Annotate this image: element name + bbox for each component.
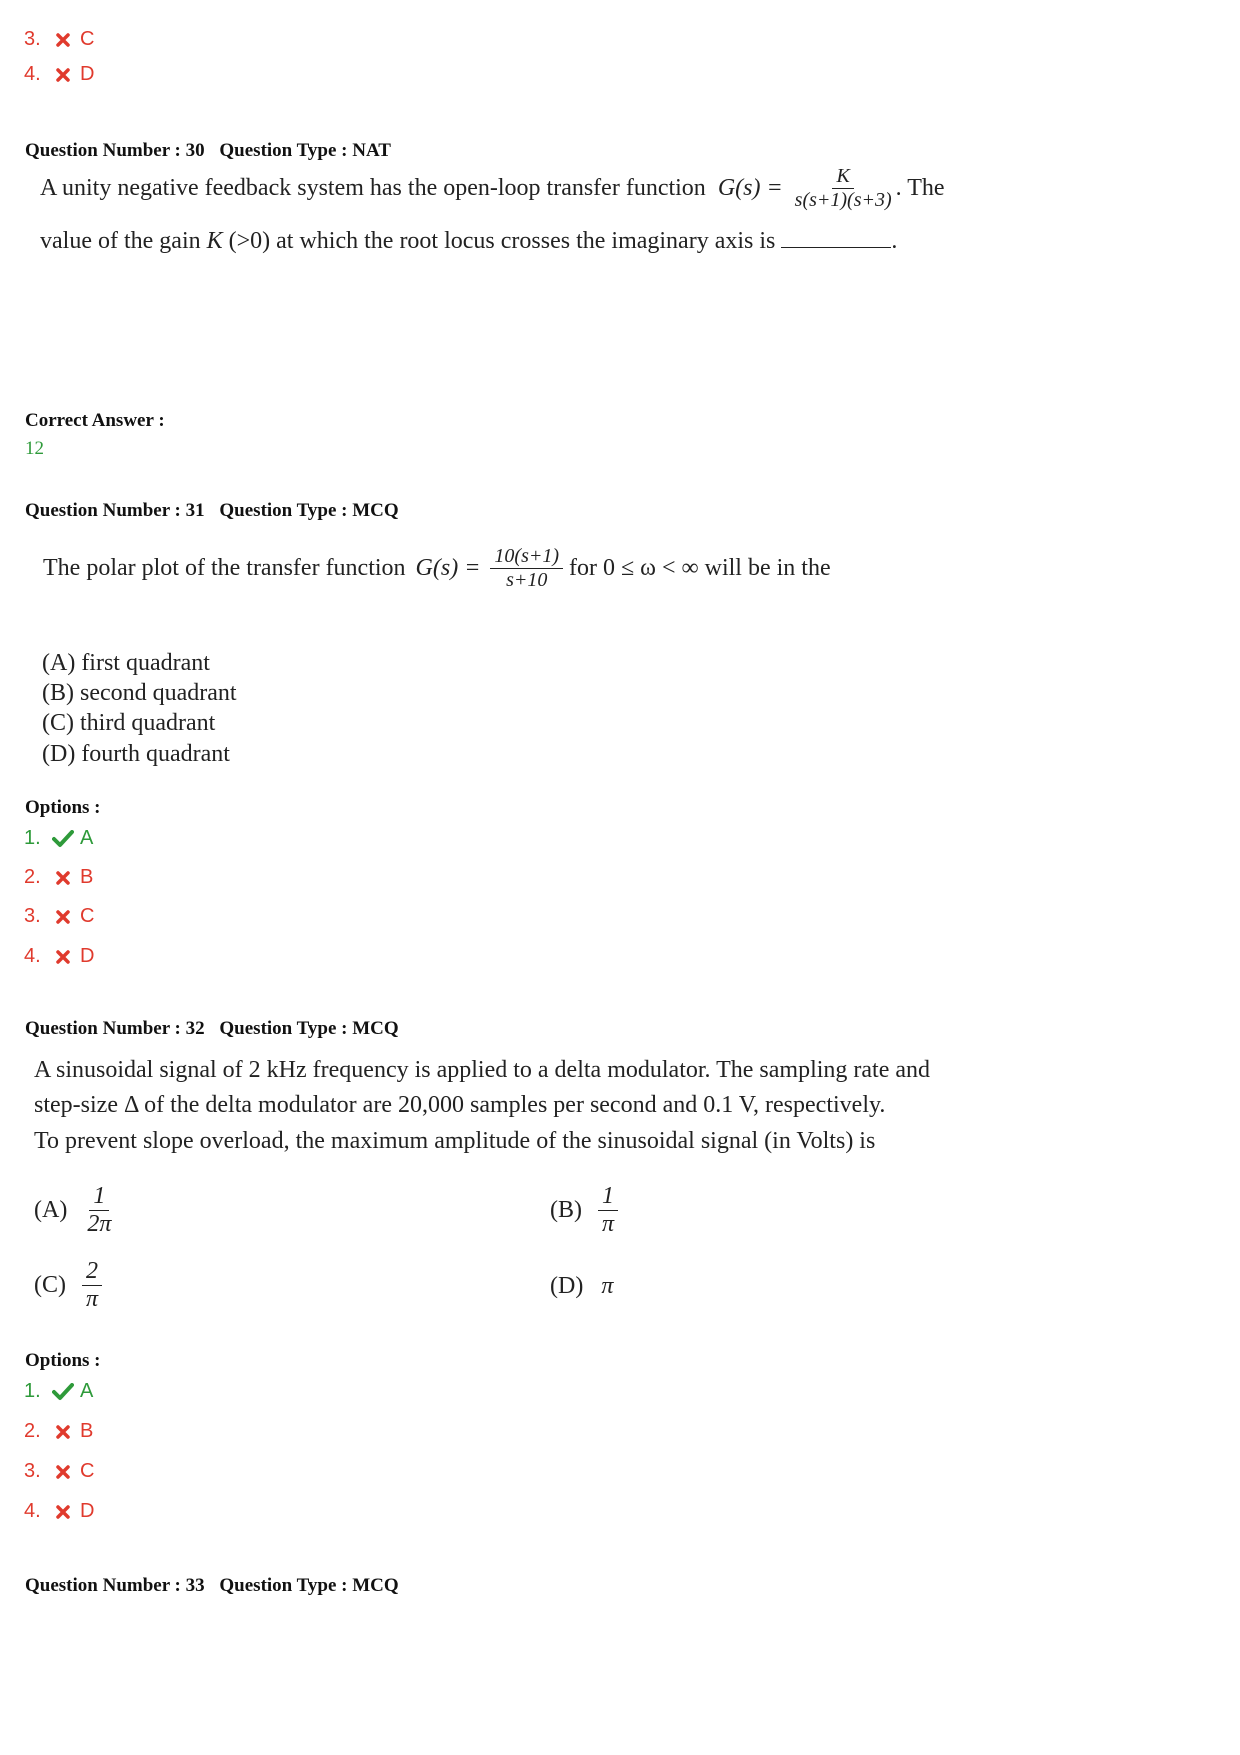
fraction-numerator: 2: [82, 1258, 102, 1286]
option-number: 1.: [24, 1380, 41, 1402]
option-letter: C: [80, 905, 95, 927]
option-number: 2.: [24, 1420, 41, 1442]
choice-label: (C): [34, 1272, 66, 1298]
cross-icon: [50, 868, 76, 888]
option-number: 4.: [24, 1500, 41, 1522]
question-type: Question Type : MCQ: [219, 1018, 399, 1039]
question-header: [25, 1018, 409, 1040]
check-icon: [50, 829, 76, 849]
option-row: [24, 945, 94, 968]
cross-icon: [50, 65, 76, 85]
question-stem-line: [40, 165, 945, 212]
stem-text: .: [891, 228, 898, 254]
question-number: Question Number : 30: [25, 140, 205, 161]
fraction-denominator: π: [86, 1286, 99, 1312]
option-letter: A: [80, 827, 94, 849]
question-type: Question Type : MCQ: [219, 1575, 399, 1596]
option-letter: B: [80, 1420, 94, 1442]
choice-value: π: [601, 1273, 614, 1299]
option-number: 1.: [24, 827, 41, 849]
choice-label: (B): [550, 1197, 582, 1223]
option-number: 4.: [24, 63, 41, 85]
cross-icon: [50, 1422, 76, 1442]
cross-icon: [50, 907, 76, 927]
cross-icon: [50, 1462, 76, 1482]
question-stem-line: [40, 228, 897, 255]
question-stem-line: step-size Δ of the delta modulator are 20,000 samples per second and 0.1 V, respectively.: [34, 1092, 886, 1118]
option-row: [24, 866, 93, 889]
question-number: Question Number : 31: [25, 500, 205, 521]
fraction-numerator: K: [832, 165, 853, 189]
option-row: [24, 827, 93, 850]
option-letter: D: [80, 945, 95, 967]
stem-text: for 0 ≤ ω < ∞ will be in the: [569, 555, 831, 581]
question-header: [25, 140, 401, 162]
question-type: Question Type : NAT: [219, 140, 391, 161]
option-letter: C: [80, 1460, 95, 1482]
option-number: 4.: [24, 945, 41, 967]
gain-symbol: K: [206, 228, 223, 254]
correct-answer-label: Correct Answer :: [25, 410, 165, 431]
answer-blank: [781, 229, 891, 248]
option-number: 2.: [24, 866, 41, 888]
stem-text: . The: [895, 175, 945, 201]
choice-label: (A): [34, 1197, 68, 1223]
transfer-function-symbol: G(s) =: [717, 175, 783, 201]
cross-icon: [50, 947, 76, 967]
choice-d: [550, 1273, 613, 1300]
stem-text: The polar plot of the transfer function: [43, 555, 406, 581]
option-row: [24, 1500, 94, 1523]
option-row: [24, 1420, 93, 1443]
cross-icon: [50, 1502, 76, 1522]
stem-text: A unity negative feedback system has the open-loop transfer function: [40, 175, 706, 201]
question-stem-line: To prevent slope overload, the maximum amplitude of the sinusoidal signal (in Volts) is: [34, 1128, 876, 1154]
check-icon: [50, 1382, 76, 1402]
choice-fraction: [82, 1258, 102, 1313]
option-row: [24, 1380, 93, 1403]
question-header: [25, 500, 409, 522]
option-number: 3.: [24, 28, 41, 50]
correct-answer-value: 12: [25, 438, 44, 459]
question-stem-line: [43, 545, 831, 592]
choice-a: (A) first quadrant: [42, 650, 210, 676]
option-row: [24, 905, 94, 928]
fraction-denominator: s(s+1)(s+3): [794, 189, 892, 211]
fraction-denominator: 2π: [87, 1211, 112, 1237]
fraction-numerator: 10(s+1): [490, 545, 563, 569]
question-number: Question Number : 33: [25, 1575, 205, 1596]
choice-a: [34, 1183, 115, 1238]
choice-b: (B) second quadrant: [42, 680, 237, 706]
question-type: Question Type : MCQ: [219, 500, 399, 521]
choice-b: [550, 1183, 618, 1238]
question-header: [25, 1575, 409, 1597]
option-letter: D: [80, 1500, 95, 1522]
choice-c: (C) third quadrant: [42, 710, 216, 736]
option-row: [24, 63, 94, 86]
option-row: [24, 28, 94, 51]
stem-text: (>0) at which the root locus crosses the imaginary axis is: [228, 228, 776, 254]
question-number: Question Number : 32: [25, 1018, 205, 1039]
fraction-numerator: 1: [89, 1183, 109, 1211]
options-label: Options :: [25, 797, 101, 818]
stem-text: value of the gain: [40, 228, 201, 254]
choice-label: (D): [550, 1273, 584, 1299]
transfer-function-symbol: G(s) =: [415, 555, 481, 581]
option-number: 3.: [24, 1460, 41, 1482]
choice-c: [34, 1258, 102, 1313]
choice-d: (D) fourth quadrant: [42, 741, 230, 767]
option-letter: C: [80, 28, 95, 50]
choice-fraction: [83, 1183, 115, 1238]
fraction-denominator: s+10: [506, 569, 548, 591]
cross-icon: [50, 30, 76, 50]
fraction-numerator: 1: [598, 1183, 618, 1211]
choice-fraction: [598, 1183, 618, 1238]
fraction-denominator: π: [602, 1211, 615, 1237]
question-stem-line: A sinusoidal signal of 2 kHz frequency is applied to a delta modulator. The sampling rate and: [34, 1057, 931, 1083]
transfer-function-fraction: [490, 545, 563, 592]
options-label: Options :: [25, 1350, 101, 1371]
option-letter: D: [80, 63, 95, 85]
option-number: 3.: [24, 905, 41, 927]
option-letter: A: [80, 1380, 94, 1402]
transfer-function-fraction: [791, 165, 896, 212]
option-letter: B: [80, 866, 94, 888]
option-row: [24, 1460, 94, 1483]
